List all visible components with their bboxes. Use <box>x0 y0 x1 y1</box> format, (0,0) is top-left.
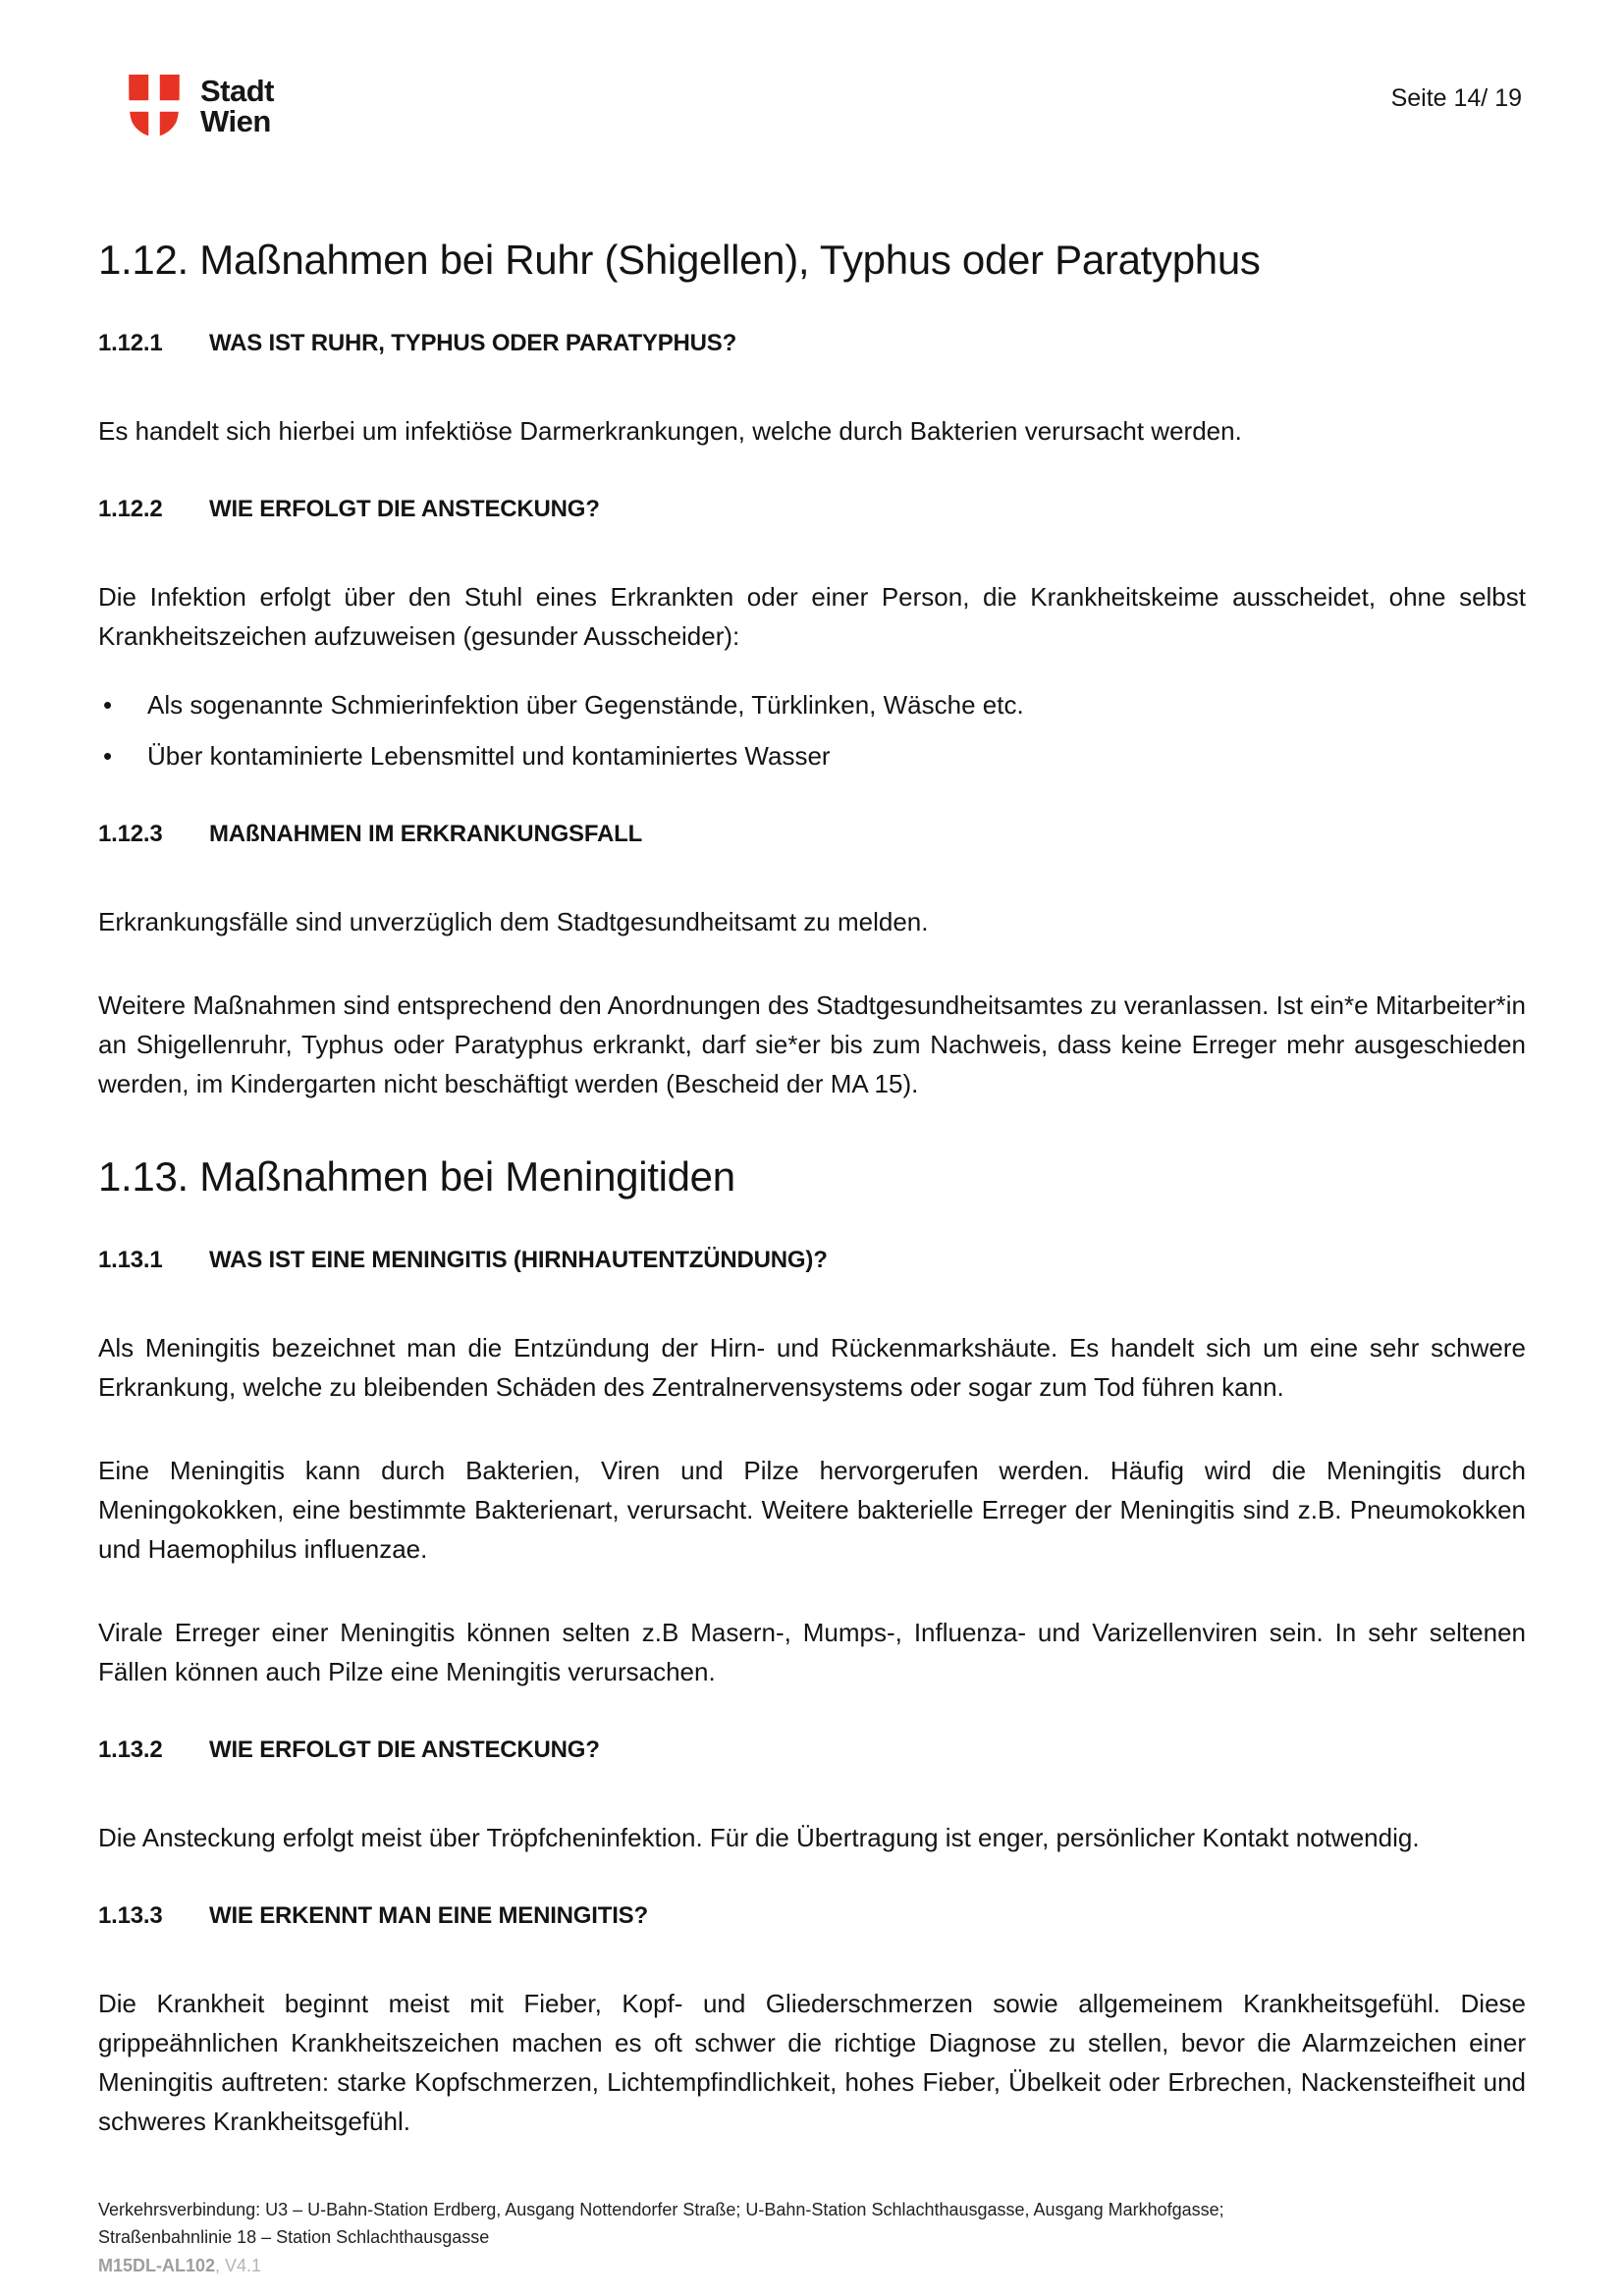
paragraph: Als Meningitis bezeichnet man die Entzündung der Hirn- und Rückenmarkshäute. Es handelt sich um eine sehr schwere Erkrankung, welche zu bleibenden Schäden des Zentralnervensystems oder sogar zum Tod führen kann. <box>98 1333 1526 1402</box>
logo-line-1: Stadt <box>200 74 274 108</box>
subsection-number: 1.12.2 <box>98 496 163 522</box>
page-footer <box>98 2196 1526 2279</box>
subsection-title: WAS IST EINE MENINGITIS (HIRNHAUTENTZÜNDUNG)? <box>209 1247 828 1273</box>
paragraph: Die Krankheit beginnt meist mit Fieber, Kopf- und Gliederschmerzen sowie allgemeinem Krankheitsgefühl. Diese grippeähnlichen Krankheitszeichen machen es oft schwer die richtige Diagnose zu stellen, bevor die Alarmzeichen einer Meningitis auftreten: starke Kopfschmerzen, Lichtempfindlichkeit, hohes Fieber, Übelkeit oder Erbrechen, Nackensteifheit und schweres Krankheitsgefühl. <box>98 1989 1526 2136</box>
paragraph: Weitere Maßnahmen sind entsprechend den Anordnungen des Stadtgesundheitsamtes zu veranlassen. Ist ein*e Mitarbeiter*in an Shigellenruhr, Typhus oder Paratyphus erkrankt, darf sie*er bis zum Nachweis, dass keine Erreger mehr ausgeschieden werden, im Kindergarten nicht beschäftigt werden (Bescheid der MA 15). <box>98 990 1526 1098</box>
page-header <box>0 0 1624 137</box>
subsection-number: 1.12.1 <box>98 330 163 356</box>
paragraph: Erkrankungsfälle sind unverzüglich dem Stadtgesundheitsamt zu melden. <box>98 907 929 936</box>
paragraph: Virale Erreger einer Meningitis können selten z.B Masern-, Mumps-, Influenza- und Varizellenviren sein. In sehr seltenen Fällen können auch Pilze eine Meningitis verursachen. <box>98 1618 1526 1686</box>
paragraph: Es handelt sich hierbei um infektiöse Darmerkrankungen, welche durch Bakterien verursacht werden. <box>98 416 1242 446</box>
subsection-heading-1-13-2 <box>98 1736 1526 1764</box>
section-title-1-12: 1.12. Maßnahmen bei Ruhr (Shigellen), Typhus oder Paratyphus <box>98 237 1261 283</box>
subsection-heading-1-12-3 <box>98 821 1526 848</box>
page-number: Seite 14/ 19 <box>1390 84 1522 112</box>
subsection-number: 1.12.3 <box>98 821 163 847</box>
bullet-item: • Als sogenannte Schmierinfektion über Gegenstände, Türklinken, Wäsche etc. <box>98 685 1526 724</box>
subsection-number: 1.13.3 <box>98 1902 163 1929</box>
bullet-list <box>98 685 1526 775</box>
stadt-wien-logo <box>128 75 274 137</box>
wien-shield-icon <box>128 75 181 137</box>
section-title-1-13: 1.13. Maßnahmen bei Meningitiden <box>98 1153 735 1200</box>
footer-doc-id: M15DL-AL102 <box>98 2256 216 2275</box>
subsection-number: 1.13.2 <box>98 1736 163 1763</box>
paragraph: Die Infektion erfolgt über den Stuhl eines Erkrankten oder einer Person, die Krankheitskeime ausscheidet, ohne selbst Krankheitszeichen aufzuweisen (gesunder Ausscheider): <box>98 582 1526 651</box>
subsection-title: MAßNAHMEN IM ERKRANKUNGSFALL <box>209 821 643 847</box>
subsection-heading-1-12-1 <box>98 330 1526 357</box>
subsection-title: WAS IST RUHR, TYPHUS ODER PARATYPHUS? <box>209 330 737 356</box>
subsection-heading-1-13-3 <box>98 1902 1526 1930</box>
footer-transit-line-2: Straßenbahnlinie 18 – Station Schlachthausgasse <box>98 2227 490 2247</box>
subsection-title: WIE ERFOLGT DIE ANSTECKUNG? <box>209 496 600 522</box>
document-content <box>0 236 1624 2141</box>
subsection-heading-1-12-2 <box>98 496 1526 523</box>
bullet-item: • Über kontaminierte Lebensmittel und kontaminiertes Wasser <box>98 736 1526 775</box>
footer-doc-line <box>98 2252 1526 2279</box>
paragraph: Die Ansteckung erfolgt meist über Tröpfcheninfektion. Für die Übertragung ist enger, persönlicher Kontakt notwendig. <box>98 1823 1420 1852</box>
footer-doc-version: , V4.1 <box>215 2256 262 2275</box>
subsection-number: 1.13.1 <box>98 1247 163 1273</box>
logo-line-2: Wien <box>200 104 271 138</box>
paragraph: Eine Meningitis kann durch Bakterien, Viren und Pilze hervorgerufen werden. Häufig wird die Meningitis durch Meningokokken, eine bestimmte Bakterienart, verursacht. Weitere bakterielle Erreger der Meningitis sind z.B. Pneumokokken und Haemophilus influenzae. <box>98 1456 1526 1564</box>
subsection-title: WIE ERFOLGT DIE ANSTECKUNG? <box>209 1736 600 1763</box>
footer-transit-line-1: Verkehrsverbindung: U3 – U-Bahn-Station Erdberg, Ausgang Nottendorfer Straße; U-Bahn-Station Schlachthausgasse, Ausgang Markhofgasse; <box>98 2200 1224 2219</box>
subsection-title: WIE ERKENNT MAN EINE MENINGITIS? <box>209 1902 648 1929</box>
logo-wordmark <box>200 76 274 136</box>
subsection-heading-1-13-1 <box>98 1247 1526 1274</box>
